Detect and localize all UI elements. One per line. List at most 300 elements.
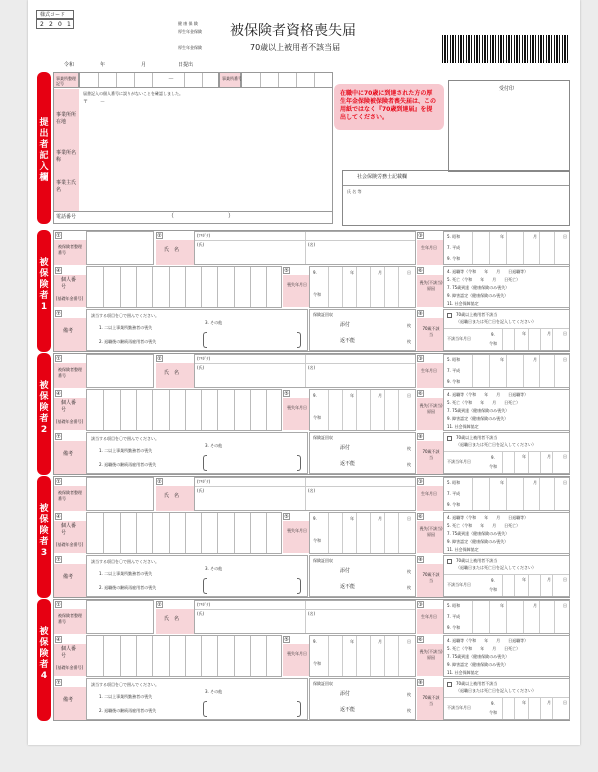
- birth-label: 生年月日: [421, 245, 437, 250]
- digit-cell-divider: [201, 267, 202, 307]
- individual-no-input[interactable]: [86, 266, 282, 308]
- card-return-box[interactable]: [309, 432, 416, 474]
- day-unit: 日: [407, 393, 411, 398]
- office-code-label: 事業所整理記号: [56, 76, 76, 86]
- basic-pension-label: [基礎年金番号]: [56, 665, 84, 670]
- given-name-label: (名): [308, 242, 316, 247]
- over70-note: （退職日または死亡日を記入してください）: [456, 442, 536, 447]
- card-return-box[interactable]: [309, 309, 416, 351]
- digit-cell-divider: [250, 267, 251, 307]
- unapplicable-era-number: 9.: [491, 701, 495, 706]
- insured-no-input[interactable]: [86, 477, 154, 511]
- digit-cell-divider: [266, 513, 267, 553]
- birth-label-cell: [417, 486, 443, 511]
- insured-section-label: 被保険者2: [39, 381, 49, 435]
- card-return-box[interactable]: [309, 678, 416, 720]
- basic-pension-label: [基礎年金番号]: [56, 419, 84, 424]
- era-option: 9. 令和: [447, 502, 461, 507]
- warning-note: 在職中に70歳に到達された方の厚生年金保険被保険者喪失届は、この用紙ではなく『70歳到達届』を提出してください。: [334, 84, 444, 130]
- over70-check-label: 70歳以上被用者不該当: [456, 312, 498, 317]
- day-unit: 日: [563, 577, 567, 582]
- individual-no-label: 個人番号: [61, 646, 77, 659]
- remarks-option: 1. 二以上事業所勤務者の喪失: [99, 571, 153, 576]
- digit-cell-divider: [136, 267, 137, 307]
- remarks-option: 1. 二以上事業所勤務者の喪失: [99, 694, 153, 699]
- remarks-option: 2. 退職後の継続再雇用者の喪失: [99, 339, 157, 344]
- birth-input[interactable]: [443, 477, 570, 511]
- individual-no-input[interactable]: [86, 635, 282, 677]
- month-unit: 月: [547, 700, 551, 705]
- unapplicable-date-label: 不該当年月日: [447, 336, 471, 341]
- given-name-label: (名): [308, 488, 316, 493]
- era-option: 5. 昭和: [447, 603, 461, 608]
- office-number-label: 事業所番号: [222, 76, 242, 81]
- reason-label: 喪失(不該当)原因: [419, 280, 443, 291]
- card-attached-label: 添付: [340, 445, 351, 451]
- header-year: 年: [100, 62, 106, 68]
- loss-date-input[interactable]: [309, 512, 416, 554]
- era-option: 9. 令和: [447, 625, 461, 630]
- reason-option: 7. 75歳到達（健康保険のみ喪失）: [447, 531, 510, 536]
- over70-checkbox[interactable]: [447, 682, 452, 687]
- reason-label: 喪失(不該当)原因: [419, 649, 443, 660]
- remarks-input[interactable]: [86, 678, 308, 720]
- card-return-label: 保険証回収: [313, 312, 333, 317]
- remarks-option: 2. 退職後の継続再雇用者の喪失: [99, 708, 157, 713]
- digit-cell-divider: [250, 636, 251, 676]
- unapplicable-era-number: 9.: [491, 332, 495, 337]
- over70-note: （退職日または死亡日を記入してください）: [456, 319, 536, 324]
- field-number: ②: [157, 479, 162, 485]
- header-day: 日提出: [178, 62, 194, 68]
- remarks-note: 該当する項目を〇で囲んでください。: [91, 436, 159, 441]
- remarks-label: 備考: [63, 328, 74, 334]
- birth-input[interactable]: [443, 354, 570, 388]
- form-title: 被保険者資格喪失届: [230, 23, 356, 39]
- family-name-label: (氏): [197, 242, 205, 247]
- field-number: ④: [56, 391, 61, 397]
- field-number: ④: [56, 514, 61, 520]
- reason-option: 9. 障害認定（健康保険のみ喪失）: [447, 539, 509, 544]
- card-return-box[interactable]: [309, 555, 416, 597]
- address-label: 事業所所在地: [56, 112, 77, 125]
- sharoushi-label: 社会保険労務士記載欄: [357, 174, 408, 180]
- digit-cell-divider: [120, 267, 121, 307]
- year-unit: 年: [350, 393, 354, 398]
- year-unit: 年: [500, 603, 504, 608]
- insured-section: [28, 476, 580, 598]
- field-number: ⑤: [284, 268, 289, 274]
- day-unit: 日: [563, 480, 567, 485]
- month-unit: 月: [533, 357, 537, 362]
- loss-date-label-cell: [283, 275, 309, 307]
- reason-option: 4. 退職等（令和 年 月 日退職等）: [447, 269, 529, 274]
- remarks-label-cell: [54, 318, 86, 351]
- digit-cell-divider: [266, 390, 267, 430]
- family-name-label: (氏): [197, 611, 205, 616]
- phone-paren-open: （: [168, 213, 175, 220]
- unapplicable-era-number: 9.: [491, 455, 495, 460]
- header-month: 月: [141, 62, 147, 68]
- digit-cell-divider: [136, 513, 137, 553]
- reason-option: 7. 75歳到達（健康保険のみ喪失）: [447, 285, 510, 290]
- remarks-option: 3. その他: [205, 566, 223, 571]
- reason-option: 11. 社会保障協定: [447, 670, 479, 675]
- birth-input[interactable]: [443, 600, 570, 634]
- reason-input[interactable]: [443, 512, 570, 554]
- over70-note: （退職日または死亡日を記入してください）: [456, 565, 536, 570]
- month-unit: 月: [533, 480, 537, 485]
- form-subtitle: 70歳以上被用者不該当届: [250, 43, 341, 52]
- reason-option: 11. 社会保障協定: [447, 424, 479, 429]
- remarks-option: 3. その他: [205, 689, 223, 694]
- field-number: ①: [56, 479, 61, 485]
- office-number-input[interactable]: [241, 72, 333, 88]
- digit-cell-divider: [201, 513, 202, 553]
- individual-no-label: 個人番号: [61, 400, 77, 413]
- insured-section-label: 被保険者4: [39, 627, 49, 681]
- reason-input[interactable]: [443, 266, 570, 308]
- year-unit: 年: [500, 357, 504, 362]
- office-code-label-cell: [53, 72, 79, 88]
- digit-cell-divider: [169, 513, 170, 553]
- remarks-option: 1. 二以上事業所勤務者の喪失: [99, 448, 153, 453]
- reason-label: 喪失(不該当)原因: [419, 403, 443, 414]
- loss-era-name: 令和: [313, 415, 321, 420]
- insured-no-label: 被保険者整理番号: [58, 367, 82, 378]
- over70-checkbox[interactable]: [447, 313, 452, 318]
- loss-date-input[interactable]: [309, 389, 416, 431]
- name-label: 氏 名: [164, 493, 180, 499]
- digit-cell-divider: [169, 636, 170, 676]
- over70-label: 70歳不該当: [422, 449, 440, 460]
- form-code-label-box: [36, 10, 74, 19]
- form-code-digit: 1: [67, 21, 71, 28]
- field-number: ⑦: [56, 557, 61, 563]
- unapplicable-era-name: 令和: [489, 464, 497, 469]
- field-number: ②: [157, 602, 162, 608]
- phone-paren-close: ）: [228, 213, 235, 220]
- remarks-option: 3. その他: [205, 320, 223, 325]
- card-returned-label: 返不能: [340, 338, 356, 344]
- sheets-unit: 枚: [407, 323, 411, 328]
- remarks-label: 備考: [63, 697, 74, 703]
- day-unit: 日: [407, 516, 411, 521]
- remarks-label-cell: [54, 687, 86, 720]
- remarks-input[interactable]: [86, 555, 308, 597]
- field-number: ⑧: [418, 434, 423, 440]
- insured-section: [28, 599, 580, 721]
- birth-input[interactable]: [443, 231, 570, 265]
- over70-check-label: 70歳以上被用者不該当: [456, 681, 498, 686]
- card-attached-label: 添付: [340, 568, 351, 574]
- reason-option: 5. 死亡（令和 年 月 日死亡）: [447, 523, 521, 528]
- name-label: 氏 名: [164, 370, 180, 376]
- unapplicable-date-label: 不該当年月日: [447, 582, 471, 587]
- remarks-label: 備考: [63, 574, 74, 580]
- loss-era-name: 令和: [313, 292, 321, 297]
- era-option: 7. 平成: [447, 368, 461, 373]
- reason-input[interactable]: [443, 635, 570, 677]
- reason-option: 4. 退職等（令和 年 月 日退職等）: [447, 515, 529, 520]
- year-unit: 年: [522, 454, 526, 459]
- field-number: ⑦: [56, 434, 61, 440]
- field-number: ⑥: [418, 268, 423, 274]
- family-name-label: (氏): [197, 365, 205, 370]
- sheets-unit: 枚: [407, 692, 411, 697]
- form-code-digit: 2: [49, 21, 53, 28]
- sheets-unit: 枚: [407, 339, 411, 344]
- over70-label: 70歳不該当: [422, 572, 440, 583]
- loss-era-name: 令和: [313, 661, 321, 666]
- reason-option: 5. 死亡（令和 年 月 日死亡）: [447, 400, 521, 405]
- name-input[interactable]: [194, 354, 416, 388]
- insurance-type-pension-2: 厚生年金保険: [178, 45, 202, 50]
- sharoushi-box[interactable]: [342, 170, 570, 226]
- field-number: ⑥: [418, 391, 423, 397]
- individual-no-input[interactable]: [86, 512, 282, 554]
- receipt-label: 受付印: [499, 86, 515, 92]
- card-return-label: 保険証回収: [313, 558, 333, 563]
- field-number: ⑧: [418, 557, 423, 563]
- field-number: ⑤: [284, 391, 289, 397]
- basic-pension-label: [基礎年金番号]: [56, 542, 84, 547]
- digit-cell-divider: [103, 390, 104, 430]
- digit-cell-divider: [234, 267, 235, 307]
- unapplicable-date-label: 不該当年月日: [447, 705, 471, 710]
- day-unit: 日: [407, 270, 411, 275]
- given-name-label: (名): [308, 611, 316, 616]
- digit-cell-divider: [217, 513, 218, 553]
- receipt-stamp-box: [448, 80, 570, 172]
- remarks-label-cell: [54, 441, 86, 474]
- over70-box[interactable]: [443, 432, 570, 474]
- digit-cell-divider: [120, 390, 121, 430]
- remarks-input[interactable]: [86, 432, 308, 474]
- month-unit: 月: [378, 270, 382, 275]
- consent-note: 届書記入の個人番号に誤りがないことを確認しました。: [83, 91, 183, 96]
- digit-cell-divider: [169, 390, 170, 430]
- name-input[interactable]: [194, 477, 416, 511]
- birth-label-cell: [417, 363, 443, 388]
- card-return-label: 保険証回収: [313, 435, 333, 440]
- reason-option: 9. 障害認定（健康保険のみ喪失）: [447, 293, 509, 298]
- reason-option: 11. 社会保障協定: [447, 301, 479, 306]
- phone-label: 電話番号: [56, 214, 77, 220]
- kana-label: (ﾌﾘｶﾞﾅ): [197, 479, 211, 484]
- kana-label: (ﾌﾘｶﾞﾅ): [197, 356, 211, 361]
- form-code-digits: [36, 19, 74, 29]
- name-input[interactable]: [194, 600, 416, 634]
- year-unit: 年: [522, 577, 526, 582]
- reason-option: 7. 75歳到達（健康保険のみ喪失）: [447, 408, 510, 413]
- unapplicable-era-number: 9.: [491, 578, 495, 583]
- over70-box[interactable]: [443, 678, 570, 720]
- sheets-unit: 枚: [407, 585, 411, 590]
- day-unit: 日: [407, 639, 411, 644]
- month-unit: 月: [547, 331, 551, 336]
- header-era: 令和: [64, 62, 75, 68]
- over70-checkbox[interactable]: [447, 436, 452, 441]
- over70-box[interactable]: [443, 309, 570, 351]
- era-option: 5. 昭和: [447, 234, 461, 239]
- digit-cell-divider: [152, 513, 153, 553]
- loss-date-input[interactable]: [309, 266, 416, 308]
- remarks-label-cell: [54, 564, 86, 597]
- day-unit: 日: [563, 454, 567, 459]
- kana-label: (ﾌﾘｶﾞﾅ): [197, 602, 211, 607]
- reason-option: 7. 75歳到達（健康保険のみ喪失）: [447, 654, 510, 659]
- office-name-label: 事業所名称: [56, 150, 77, 163]
- reason-option: 5. 死亡（令和 年 月 日死亡）: [447, 646, 521, 651]
- digit-cell-divider: [234, 390, 235, 430]
- over70-box[interactable]: [443, 555, 570, 597]
- field-number: ①: [56, 602, 61, 608]
- reason-option: 4. 退職等（令和 年 月 日退職等）: [447, 392, 529, 397]
- reason-option: 9. 障害認定（健康保険のみ喪失）: [447, 416, 509, 421]
- over70-check-label: 70歳以上被用者不該当: [456, 435, 498, 440]
- office-code-dash: －: [168, 76, 175, 83]
- loss-date-label: 喪失年月日: [287, 651, 307, 656]
- sheets-unit: 枚: [407, 569, 411, 574]
- unapplicable-date-label: 不該当年月日: [447, 459, 471, 464]
- digit-cell-divider: [152, 636, 153, 676]
- digit-cell-divider: [103, 636, 104, 676]
- field-number: ③: [418, 602, 423, 608]
- digit-cell-divider: [185, 636, 186, 676]
- card-attached-label: 添付: [340, 691, 351, 697]
- loss-date-label: 喪失年月日: [287, 528, 307, 533]
- card-returned-label: 返不能: [340, 461, 356, 467]
- reason-option: 11. 社会保障協定: [447, 547, 479, 552]
- birth-label-cell: [417, 240, 443, 265]
- kana-label: (ﾌﾘｶﾞﾅ): [197, 233, 211, 238]
- loss-date-label: 喪失年月日: [287, 405, 307, 410]
- insured-no-input[interactable]: [86, 600, 154, 634]
- insured-section-label: 被保険者1: [39, 258, 49, 312]
- day-unit: 日: [563, 700, 567, 705]
- digit-cell-divider: [120, 636, 121, 676]
- insured-no-input[interactable]: [86, 231, 154, 265]
- remarks-label: 備考: [63, 451, 74, 457]
- name-label: 氏 名: [164, 247, 180, 253]
- loss-date-input[interactable]: [309, 635, 416, 677]
- era-option: 5. 昭和: [447, 480, 461, 485]
- field-number: ⑤: [284, 637, 289, 643]
- month-unit: 月: [547, 577, 551, 582]
- month-unit: 月: [378, 639, 382, 644]
- digit-cell-divider: [169, 267, 170, 307]
- birth-label-cell: [417, 609, 443, 634]
- remarks-note: 該当する項目を〇で囲んでください。: [91, 682, 159, 687]
- form-page: [28, 0, 580, 745]
- individual-no-input[interactable]: [86, 389, 282, 431]
- owner-label: 事業主氏名: [56, 180, 77, 193]
- form-code-label: 様式コード: [40, 12, 66, 18]
- field-number: ①: [56, 233, 61, 239]
- office-code-input[interactable]: [79, 72, 219, 88]
- field-number: ②: [157, 233, 162, 239]
- digit-cell-divider: [217, 636, 218, 676]
- sheets-unit: 枚: [407, 446, 411, 451]
- field-number: ①: [56, 356, 61, 362]
- remarks-input[interactable]: [86, 309, 308, 351]
- postal-mark: 〒: [83, 99, 89, 105]
- field-number: ③: [418, 479, 423, 485]
- insured-section: [28, 230, 580, 352]
- unapplicable-era-name: 令和: [489, 341, 497, 346]
- over70-checkbox[interactable]: [447, 559, 452, 564]
- loss-date-label-cell: [283, 398, 309, 430]
- form-code-digit: 0: [58, 21, 62, 28]
- birth-label: 生年月日: [421, 368, 437, 373]
- remarks-option: 2. 退職後の継続再雇用者の喪失: [99, 585, 157, 590]
- loss-date-label-cell: [283, 521, 309, 553]
- loss-date-label-cell: [283, 644, 309, 676]
- field-number: ⑦: [56, 680, 61, 686]
- over70-label: 70歳不該当: [422, 326, 440, 337]
- digit-cell-divider: [217, 267, 218, 307]
- over70-label: 70歳不該当: [422, 695, 440, 706]
- day-unit: 日: [563, 357, 567, 362]
- name-label: 氏 名: [164, 616, 180, 622]
- year-unit: 年: [500, 234, 504, 239]
- sharoushi-name-label: 氏 名 等: [347, 189, 362, 194]
- field-number: ④: [56, 268, 61, 274]
- sheets-unit: 枚: [407, 462, 411, 467]
- name-input[interactable]: [194, 231, 416, 265]
- digit-cell-divider: [185, 390, 186, 430]
- era-option: 7. 平成: [447, 245, 461, 250]
- unapplicable-era-name: 令和: [489, 587, 497, 592]
- field-number: ⑤: [284, 514, 289, 520]
- digit-cell-divider: [266, 636, 267, 676]
- sheets-unit: 枚: [407, 708, 411, 713]
- card-returned-label: 返不能: [340, 707, 356, 713]
- postal-dash: －: [100, 99, 106, 105]
- digit-cell-divider: [217, 390, 218, 430]
- digit-cell-divider: [201, 636, 202, 676]
- month-unit: 月: [547, 454, 551, 459]
- field-number: ⑧: [418, 311, 423, 317]
- remarks-option: 1. 二以上事業所勤務者の喪失: [99, 325, 153, 330]
- year-unit: 年: [350, 270, 354, 275]
- month-unit: 月: [533, 603, 537, 608]
- insured-no-label: 被保険者整理番号: [58, 613, 82, 624]
- digit-cell-divider: [250, 513, 251, 553]
- loss-era-number: 9.: [313, 393, 317, 398]
- digit-cell-divider: [136, 390, 137, 430]
- digit-cell-divider: [120, 513, 121, 553]
- digit-cell-divider: [185, 513, 186, 553]
- field-number: ⑥: [418, 514, 423, 520]
- insured-section-label: 被保険者3: [39, 504, 49, 558]
- card-returned-label: 返不能: [340, 584, 356, 590]
- day-unit: 日: [563, 331, 567, 336]
- submitter-side-label: 提出者記入欄: [39, 118, 49, 183]
- insured-no-input[interactable]: [86, 354, 154, 388]
- reason-option: 5. 死亡（令和 年 月 日死亡）: [447, 277, 521, 282]
- remarks-note: 該当する項目を〇で囲んでください。: [91, 559, 159, 564]
- field-number: ④: [56, 637, 61, 643]
- era-option: 9. 令和: [447, 256, 461, 261]
- month-unit: 月: [533, 234, 537, 239]
- digit-cell-divider: [136, 636, 137, 676]
- reason-input[interactable]: [443, 389, 570, 431]
- reason-label: 喪失(不該当)原因: [419, 526, 443, 537]
- reason-option: 9. 障害認定（健康保険のみ喪失）: [447, 662, 509, 667]
- reason-option: 4. 退職等（令和 年 月 日退職等）: [447, 638, 529, 643]
